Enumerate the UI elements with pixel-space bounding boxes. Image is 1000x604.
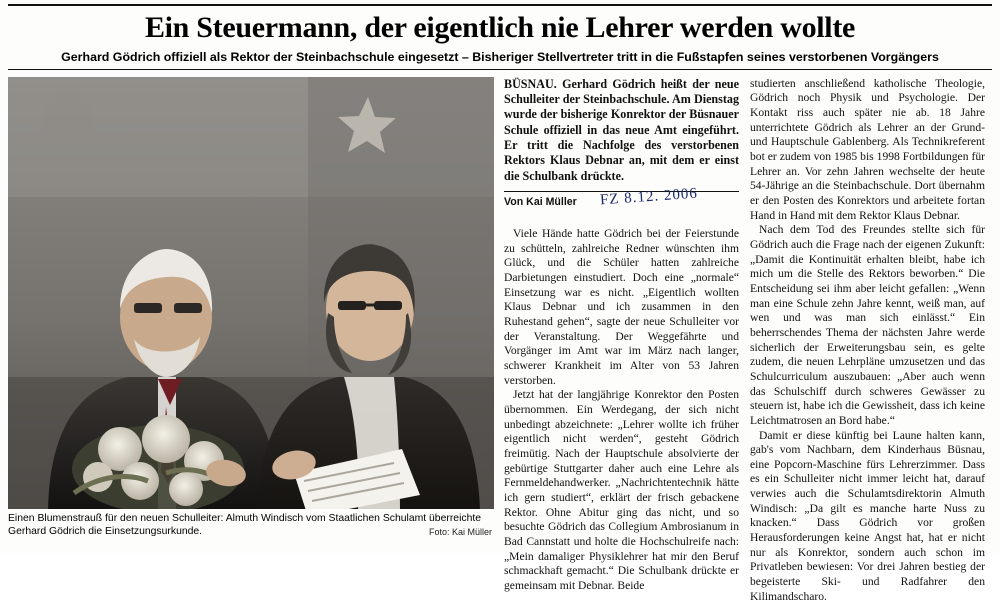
paragraph: Damit er diese künftig bei Laune halten kann, gab's vom Nachbarn, dem Kinderhaus Büsnau, eine Popcorn-Maschine fürs Lehrerzimmer. Dass es ein Schulleiter nicht immer leicht hat, darauf verwies auch die Schulamtsdirektorin Almuth Windisch: „Da gilt es manche harte Nuss zu knacken.“ Dass Gödrich vor großen Herausforderungen keine Angst hat, hat er nicht nur als Konrektor, sondern auch schon im Privatleben bewiesen: Vor drei Jahren bestieg der begeisterte Ski- und Radfahrer den Kilimandscharo.: [750, 428, 985, 603]
text-column-2: [750, 76, 985, 603]
page-title: Ein Steuermann, der eigentlich nie Lehrer werden wollte: [144, 11, 856, 44]
paragraph: Viele Hände hatte Gödrich bei der Feierstunde zu schütteln, zahlreiche Redner wünschten ihm Glück, und die Schüler hatten zahlreiche Darbietungen einstudiert. Doch eine „normale“ Einsetzung war es nicht. „Eigentlich wollten Klaus Debnar und ich zusammen in den Ruhestand gehen“, sagte der neue Schulleiter vor der Veranstaltung. Der Weggefährte und Vorgänger im Amt war im März nach langer, schwerer Krankheit im Alter von 53 Jahren verstorben.: [504, 227, 739, 387]
top-rule: [8, 4, 992, 6]
byline: Von Kai Müller: [504, 196, 577, 209]
dateline: BÜSNAU.: [504, 76, 557, 91]
photo-caption: [8, 512, 494, 538]
paragraph: Nach dem Tod des Freundes stellte sich für Gödrich auch die Frage nach der eigenen Zukunft: „Damit die Kontinuität erhalten bleibt, habe ich mich um die Stelle des Rektors beworben.“ Die Entscheidung sei ihm aber leicht gefallen: „Wenn man eine Schule zehn Jahre kennt, weiß man, auf wen und was man sich einlässt.“ Ein beherrschendes Thema der nächsten Jahre werde sicherlich der Erweiterungsbau sein, es gelte zudem, die neuen Lehrpläne umzusetzen und das Schulcurriculum auszubauen: „Aber auch wenn das Schulschiff durch schweres Gewässer zu steuern ist, habe ich die Gewissheit, dass ich keine Leichtmatrosen an Bord habe.“: [750, 223, 985, 427]
photo-caption-text: Einen Blumenstrauß für den neuen Schulleiter: Almuth Windisch vom Staatlichen Schulamt überreichte Gerhard Gödrich die Einsetzungsurkunde.: [8, 512, 482, 537]
lead-paragraph: [504, 77, 739, 184]
text-column-1: [504, 76, 739, 592]
article-photo: [8, 77, 494, 509]
paragraph: Jetzt hat der langjährige Konrektor den Posten übernommen. Ein Werdegang, der sich nicht unbedingt abzeichnete: „Lehrer wollte ich früher eigentlich nicht werden“, gesteht Gödrich freimütig. Nach der Hauptschule absolvierte der gebürtige Stuttgarter daher auch eine Lehre als Fernmeldehandwerker. „Nachrichtentechnik hätte ich gern studiert“, erklärt der frisch gebackene Rektor. Ohne Abitur ging das nicht, und so besuchte Gödrich das Collegium Ambrosianum in Bad Cannstatt und holte die Hochschulreife nach: „Mein damaliger Physiklehrer hat mir den Beruf schmackhaft gemacht.“ Die Schulbank drückte er gemeinsam mit Debnar. Beide: [504, 388, 739, 592]
article-body: [8, 76, 992, 603]
byline-block: [504, 185, 739, 221]
lead-text: Gerhard Gödrich heißt der neue Schulleiter der Steinbachschule. Am Dienstag wurde der bisherige Konrektor der Büsnauer Schule offiziell in das neue Amt eingeführt. Er tritt die Nachfolge des verstorbenen Rektors Klaus Debnar an, mit dem er einst die Schulbank drückte.: [504, 76, 739, 183]
subhead-rule: [8, 69, 992, 70]
handwritten-date-note: FZ 8.12. 2006: [599, 185, 699, 209]
subheadline: Gerhard Gödrich offiziell als Rektor der Steinbachschule eingesetzt – Bisheriger Stellvertreter tritt in die Fußstapfen seines verstorbenen Vorgängers: [61, 49, 939, 64]
photo-credit: Foto: Kai Müller: [428, 526, 492, 537]
photo-illustration: [8, 77, 494, 509]
paragraph: studierten anschließend katholische Theologie, Gödrich noch Physik und Psychologie. Der Kontakt riss auch später nie ab. 18 Jahre unterrichtete Gödrich als Lehrer an der Grund- und Hauptschule Gablenberg. Als Technikreferent bot er zudem von 1985 bis 1998 Fortbildungen für Lehrer an. Vor zehn Jahren wechselte der heute 54-Jährige an die Steinbachschule. Dort übernahm er den Posten des Konrektors und arbeitete fortan Hand in Hand mit dem Rektor Klaus Debnar.: [750, 76, 985, 222]
photo-column: [8, 77, 494, 547]
text-columns: [504, 76, 992, 603]
